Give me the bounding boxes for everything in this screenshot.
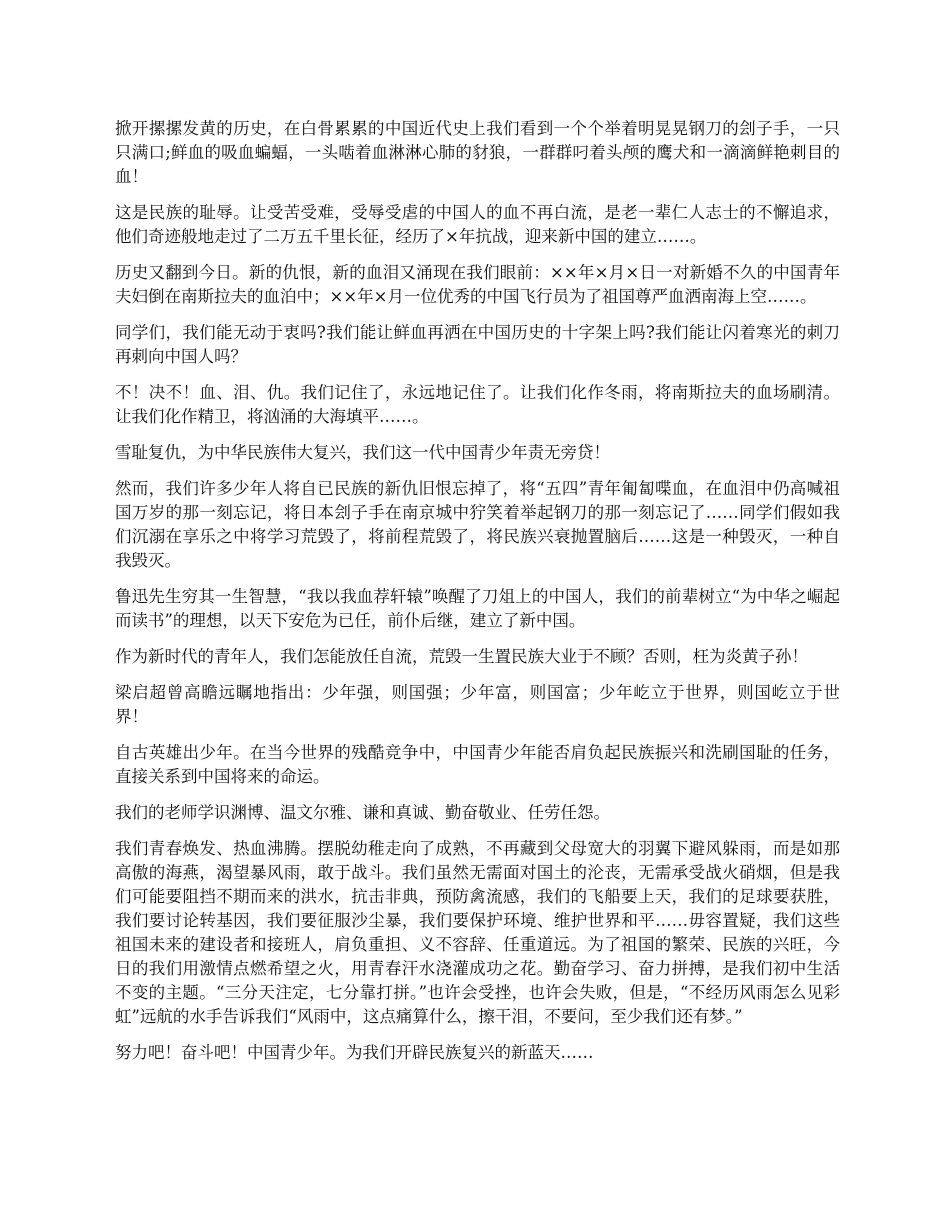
paragraph-8: 鲁迅先生穷其一生智慧，“我以我血荐轩辕”唤醒了刀俎上的中国人，我们的前辈树立“为中华之崛起而读书”的理想，以天下安危为已任，前仆后继，建立了新中国。 xyxy=(115,587,840,630)
paragraph-7: 然而，我们许多少年人将自已民族的新仇旧恨忘掉了，将“五四”青年匍匐喋血，在血泪中仍高喊祖国万岁的那一刻忘记，将日本刽子手在南京城中狞笑着举起钢刀的那一刻忘记了……同学们假如我们沉溺在享乐之中将学习荒毁了，将前程荒毁了，将民族兴衰抛置脑后……这是一种毁灭，一种自我毁灭。 xyxy=(115,479,840,570)
paragraph-5: 不！决不！血、泪、仇。我们记住了，永远地记住了。让我们化作冬雨，将南斯拉夫的血场刷清。让我们化作精卫，将汹涌的大海填平……。 xyxy=(115,383,840,426)
paragraph-2: 这是民族的耻辱。让受苦受难，受辱受虐的中国人的血不再白流，是老一辈仁人志士的不懈追求，他们奇迹般地走过了二万五千里长征，经历了×年抗战，迎来新中国的建立……。 xyxy=(115,203,840,246)
paragraph-6: 雪耻复仇，为中华民族伟大复兴，我们这一代中国青少年责无旁贷！ xyxy=(115,443,610,462)
paragraph-14: 努力吧！奋斗吧！中国青少年。为我们开辟民族复兴的新蓝天…… xyxy=(115,1043,594,1062)
paragraph-1: 掀开摞摞发黄的历史，在白骨累累的中国近代史上我们看到一个个举着明晃晃钢刀的刽子手，一只只满口;鲜血的吸血蝙蝠，一头啮着血淋淋心肺的豺狼，一群群叼着头颅的鹰犬和一滴滴鲜艳刺目的血！ xyxy=(115,119,840,186)
paragraph-12: 我们的老师学识渊博、温文尔雅、谦和真诚、勤奋敬业、任劳任怨。 xyxy=(115,803,610,822)
paragraph-3: 历史又翻到今日。新的仇恨，新的血泪又涌现在我们眼前：××年×月×日一对新婚不久的中国青年夫妇倒在南斯拉夫的血泊中；××年×月一位优秀的中国飞行员为了祖国尊严血洒南海上空……。 xyxy=(115,263,840,306)
document-body xyxy=(115,117,840,1077)
paragraph-9: 作为新时代的青年人，我们怎能放任自流，荒毁一生置民族大业于不顾？否则，枉为炎黄子孙！ xyxy=(115,647,808,666)
paragraph-10: 梁启超曾高瞻远瞩地指出：少年强，则国强；少年富，则国富；少年屹立于世界，则国屹立于世界！ xyxy=(115,683,840,726)
paragraph-11: 自古英雄出少年。在当今世界的残酷竞争中，中国青少年能否肩负起民族振兴和洗刷国耻的任务，直接关系到中国将来的命运。 xyxy=(115,743,840,786)
paragraph-13: 我们青春焕发、热血沸腾。摆脱幼稚走向了成熟，不再藏到父母宽大的羽翼下避风躲雨，而是如那高傲的海燕，渴望暴风雨，敢于战斗。我们虽然无需面对国土的沦丧，无需承受战火硝烟，但是我们可能要阻挡不期而来的洪水，抗击非典，预防禽流感，我们的飞船要上天，我们的足球要获胜，我们要讨论转基因，我们要征服沙尘暴，我们要保护环境、维护世界和平……毋容置疑，我们这些祖国未来的建设者和接班人，肩负重担、义不容辞、任重道远。为了祖国的繁荣、民族的兴旺，今日的我们用激情点燃希望之火，用青春汗水浇灌成功之花。勤奋学习、奋力拼搏，是我们初中生活不变的主题。“三分天注定，七分靠打拼。”也许会受挫，也许会失败，但是，“不经历风雨怎么见彩虹”远航的水手告诉我们“风雨中，这点痛算什么，擦干泪，不要问，至少我们还有梦。” xyxy=(115,839,840,1026)
paragraph-4: 同学们，我们能无动于衷吗?我们能让鲜血再洒在中国历史的十字架上吗?我们能让闪着寒光的刺刀再刺向中国人吗？ xyxy=(115,323,840,366)
